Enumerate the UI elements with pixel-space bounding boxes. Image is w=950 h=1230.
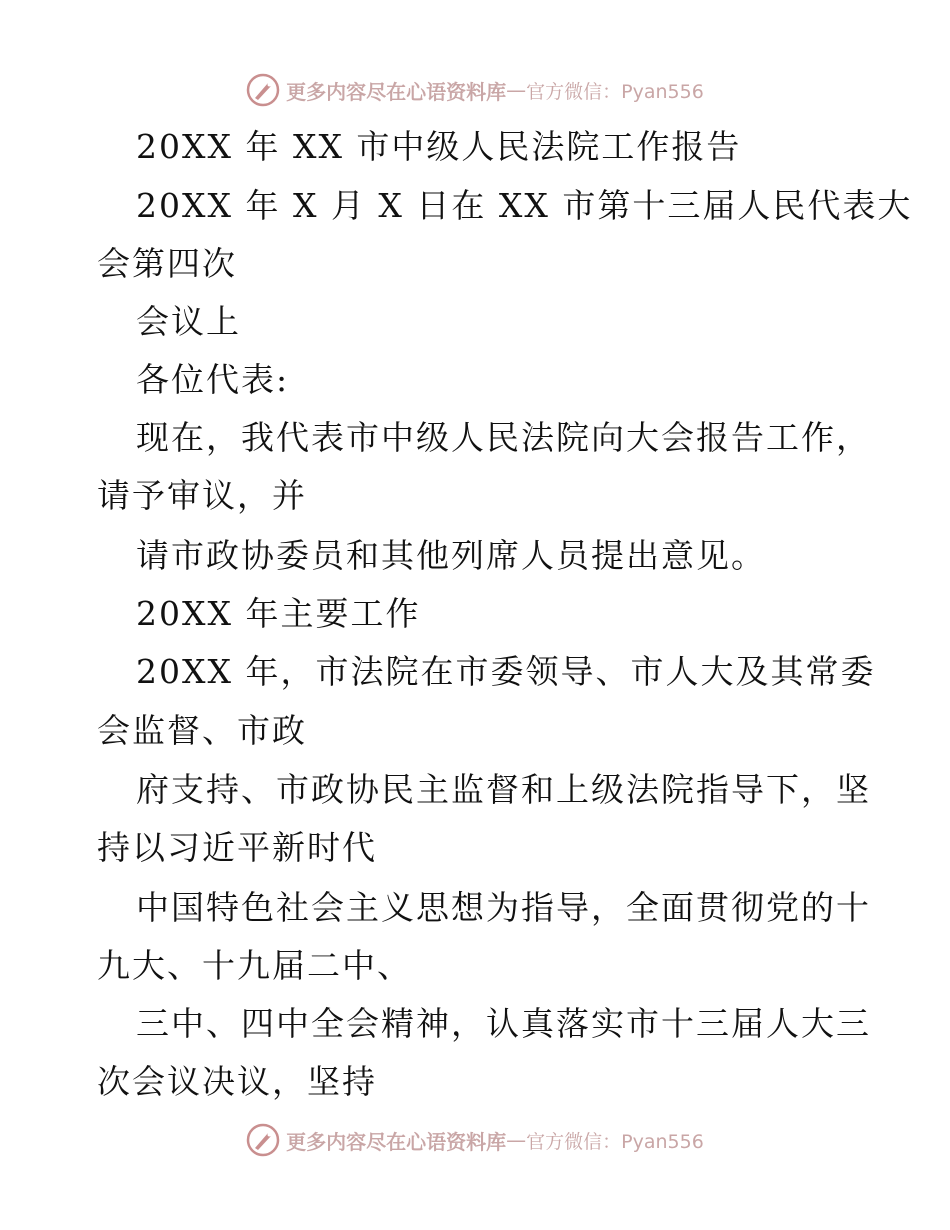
watermark-sub-text: 官方微信：Pyan556 <box>526 80 704 103</box>
doc-line: 20XX 年 XX 市中级人民法院工作报告 <box>136 127 742 166</box>
doc-line: 20XX 年 X 月 X 日在 XX 市第十三届人民代表大 <box>136 186 913 225</box>
doc-line: 各位代表: <box>136 360 290 399</box>
doc-line: 九大、十九届二中、 <box>97 946 412 985</box>
watermark-main-text: 更多内容尽在心语资料库 <box>286 1129 507 1154</box>
doc-line: 会监督、市政 <box>97 711 307 750</box>
doc-line: 持以习近平新时代 <box>97 828 377 867</box>
watermark-separator: — <box>506 1128 527 1152</box>
watermark-separator: — <box>506 78 527 102</box>
doc-line: 请市政协委员和其他列席人员提出意见。 <box>136 536 766 575</box>
doc-line: 请予审议，并 <box>97 476 307 515</box>
doc-line: 现在，我代表市中级人民法院向大会报告工作， <box>136 418 871 457</box>
doc-line: 中国特色社会主义思想为指导，全面贯彻党的十 <box>136 888 871 927</box>
watermark-main-text: 更多内容尽在心语资料库 <box>286 79 507 104</box>
doc-line: 20XX 年主要工作 <box>136 594 421 633</box>
pen-logo-icon <box>246 73 280 107</box>
pen-logo-icon <box>246 1123 280 1157</box>
doc-line: 府支持、市政协民主监督和上级法院指导下，坚 <box>136 770 871 809</box>
watermark-sub-text: 官方微信：Pyan556 <box>526 1130 704 1153</box>
doc-line: 三中、四中全会精神，认真落实市十三届人大三 <box>136 1004 871 1043</box>
doc-line: 次会议决议，坚持 <box>97 1062 377 1101</box>
doc-line: 会第四次 <box>97 244 237 283</box>
doc-line: 会议上 <box>136 302 241 341</box>
header-watermark <box>0 70 950 110</box>
doc-line: 20XX 年，市法院在市委领导、市人大及其常委 <box>136 652 876 691</box>
footer-watermark <box>0 1120 950 1160</box>
